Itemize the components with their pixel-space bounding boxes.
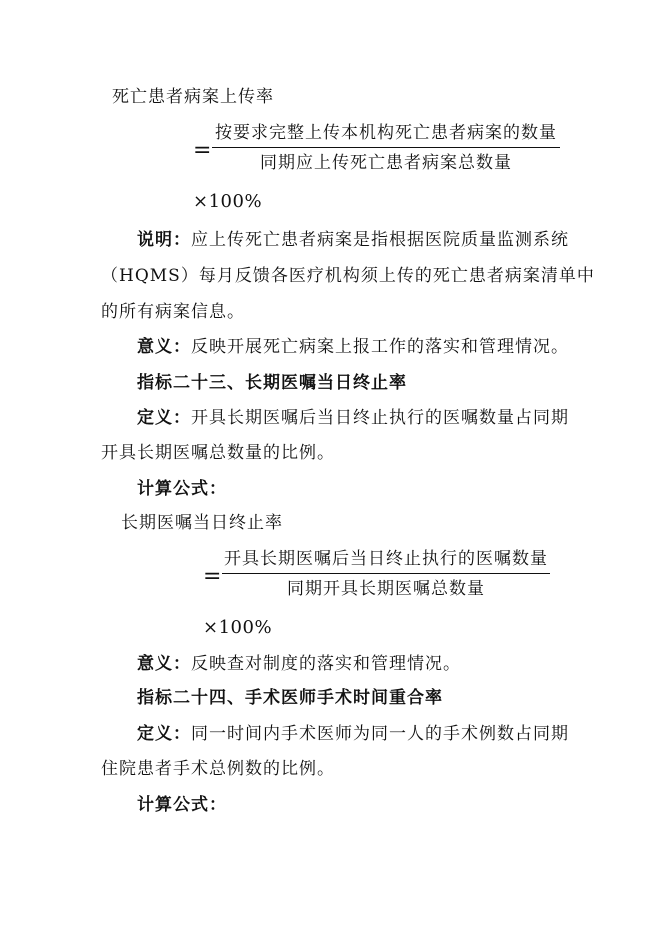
formula-2-fraction-bar <box>222 573 550 574</box>
formula-1-denominator: 同期应上传死亡患者病案总数量 <box>260 153 512 173</box>
formula-2-denominator: 同期开具长期医嘱总数量 <box>287 579 485 599</box>
indicator-24-title: 指标二十四、手术医师手术时间重合率 <box>137 688 443 708</box>
meaning-1-line <box>137 336 569 358</box>
formula-1-times-100: ×100% <box>193 191 263 212</box>
formula-1-fraction <box>212 122 560 174</box>
indicator-24-def-line-2: 住院患者手术总例数的比例。 <box>101 759 335 779</box>
indicator-23-meaning-text: 反映查对制度的落实和管理情况。 <box>191 654 461 674</box>
indicator-23-def-label: 定义： <box>137 408 191 428</box>
formula-1-equals: = <box>193 138 212 163</box>
explain-label: 说明： <box>137 230 191 250</box>
formula-2-lhs: 长期医嘱当日终止率 <box>121 513 283 533</box>
indicator-24-def-label: 定义： <box>137 724 191 744</box>
explain-text-1: 应上传死亡患者病案是指根据医院质量监测系统 <box>191 230 569 250</box>
formula-2-numerator: 开具长期医嘱后当日终止执行的医嘱数量 <box>224 549 548 569</box>
meaning-1-label: 意义： <box>137 337 191 357</box>
indicator-23-def-line-1 <box>137 407 569 429</box>
indicator-23-def-line-2: 开具长期医嘱总数量的比例。 <box>101 443 335 463</box>
indicator-23-meaning-line <box>137 653 461 675</box>
formula-2-equals: = <box>203 564 222 589</box>
meaning-1-text: 反映开展死亡病案上报工作的落实和管理情况。 <box>191 337 569 357</box>
indicator-23-meaning-label: 意义： <box>137 654 191 674</box>
formula-1-fraction-bar <box>212 147 560 148</box>
indicator-24-calc-label: 计算公式： <box>137 795 227 815</box>
explain-line-2: （HQMS）每月反馈各医疗机构须上传的死亡患者病案清单中 <box>101 266 595 286</box>
explain-line-1 <box>137 229 569 251</box>
indicator-24-def-line-1 <box>137 723 569 745</box>
formula-1-numerator: 按要求完整上传本机构死亡患者病案的数量 <box>215 123 557 143</box>
formula-2-fraction <box>222 548 550 600</box>
formula-1-lhs: 死亡患者病案上传率 <box>112 87 274 107</box>
indicator-23-calc-label: 计算公式： <box>137 479 227 499</box>
indicator-23-def-text-1: 开具长期医嘱后当日终止执行的医嘱数量占同期 <box>191 408 569 428</box>
explain-line-3: 的所有病案信息。 <box>101 302 245 322</box>
formula-2-times-100: ×100% <box>203 617 273 638</box>
indicator-24-def-text-1: 同一时间内手术医师为同一人的手术例数占同期 <box>191 724 569 744</box>
indicator-23-title: 指标二十三、长期医嘱当日终止率 <box>137 373 407 393</box>
